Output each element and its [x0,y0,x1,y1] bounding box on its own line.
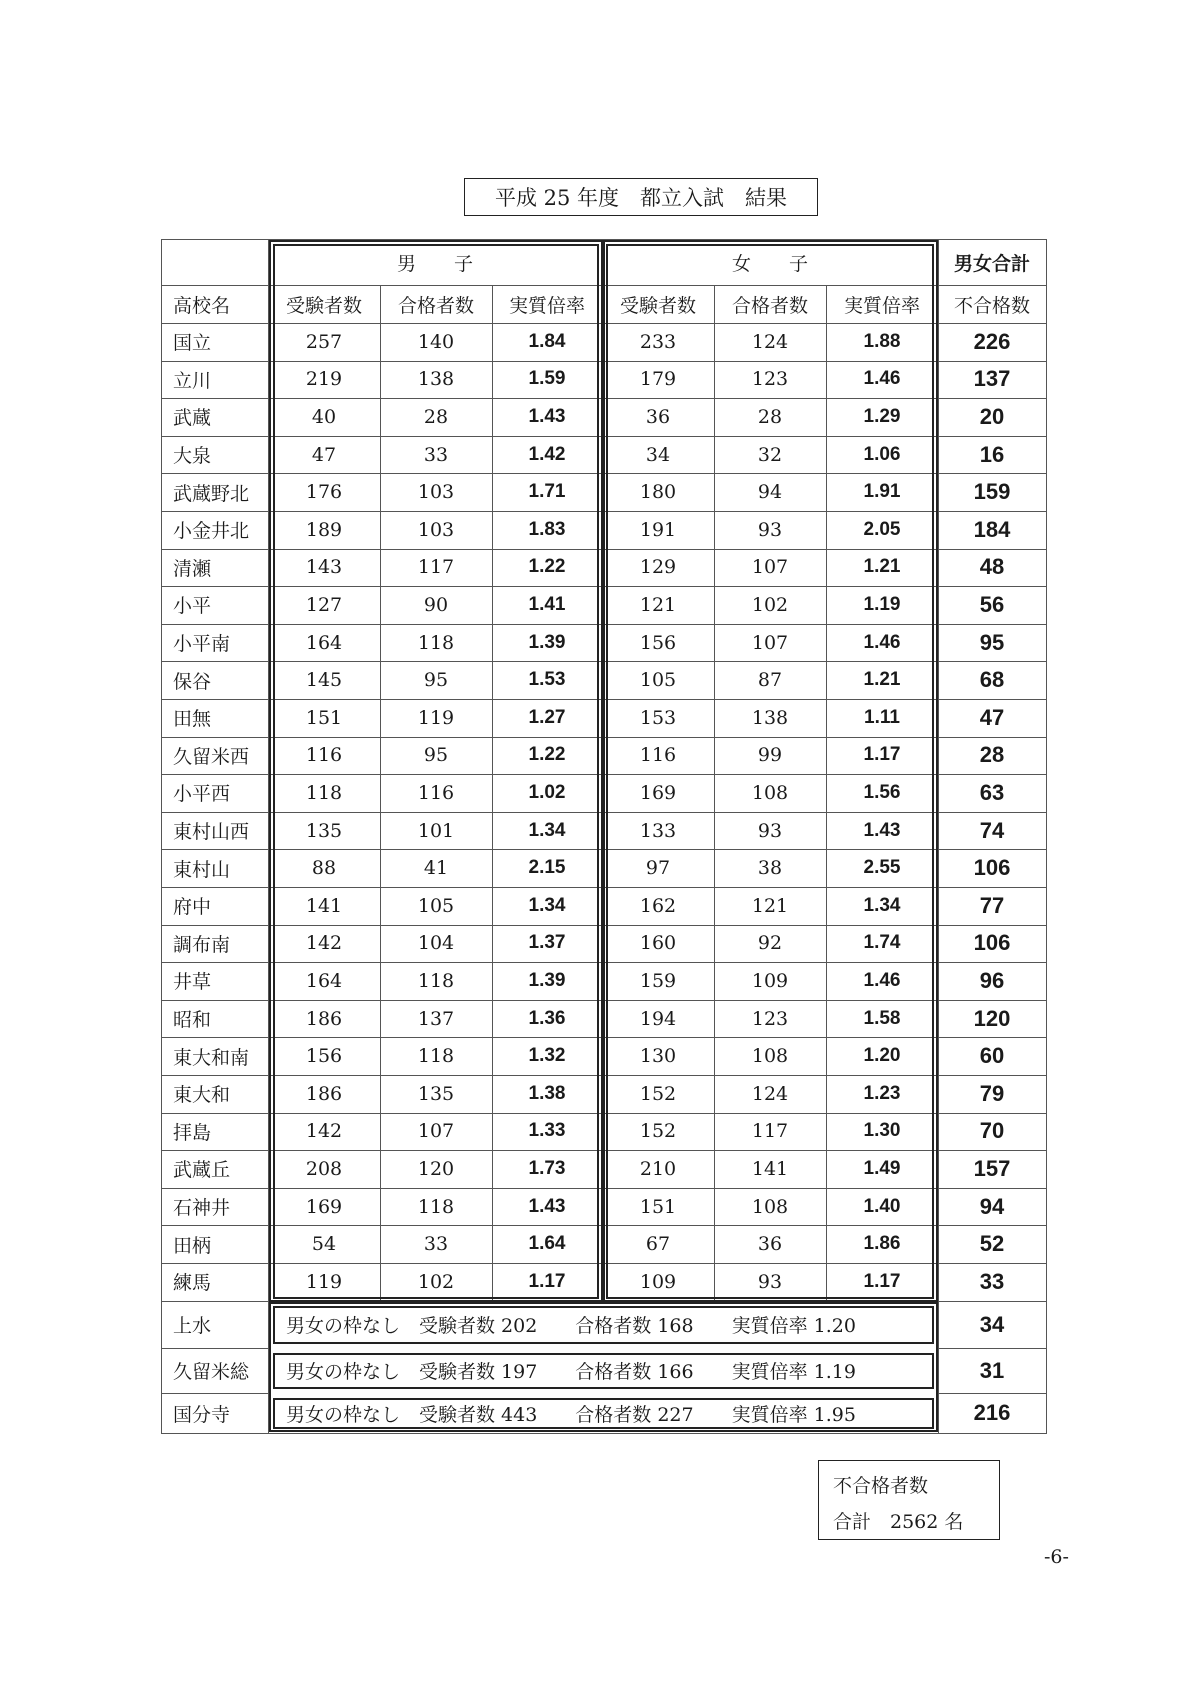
table-cell-g-ratio: 1.20 [863,1045,901,1067]
table-cell-b-apps: 88 [311,857,337,880]
table-cell-g-apps: 180 [639,481,677,504]
table-cell-b-apps: 151 [305,706,343,729]
table-cell-b-pass: 140 [417,330,455,353]
table-cell-g-apps: 97 [645,857,671,880]
table-cell-g-pass: 93 [757,1270,783,1293]
table-cell-g-pass: 93 [757,819,783,842]
table-cell-g-pass: 107 [751,556,789,579]
fail-count: 106 [973,855,1011,881]
table-cell-b-ratio: 1.37 [528,932,566,954]
boys-col-header: 合格者数 [397,294,474,317]
table-cell-b-ratio: 1.42 [528,443,566,465]
table-cell-g-apps: 116 [639,744,677,767]
school-col-header: 高校名 [173,294,231,317]
table-cell-b-apps: 127 [305,593,343,616]
table-cell-b-apps: 116 [305,744,343,767]
table-cell-b-pass: 118 [417,631,455,654]
table-cell-g-ratio: 1.17 [863,1270,901,1292]
table-cell-g-pass: 141 [751,1157,789,1180]
total-header: 男女合計 [953,253,1030,275]
fail-count: 34 [979,1311,1005,1337]
table-cell-b-pass: 120 [417,1157,455,1180]
table-cell-g-apps: 36 [645,405,671,428]
table-cell-b-pass: 95 [423,669,449,692]
table-cell-g-pass: 124 [751,330,789,353]
fail-count: 70 [979,1118,1005,1144]
school-name: 武蔵 [173,407,212,430]
table-cell-b-pass: 105 [417,894,455,917]
school-name: 国分寺 [173,1403,231,1426]
fail-count: 159 [973,479,1011,505]
table-cell-b-pass: 103 [417,481,455,504]
table-cell-b-ratio: 1.02 [528,781,566,803]
total-fail-note [818,1460,1000,1540]
girls-col-header: 受験者数 [619,294,696,317]
page-number: -6- [1044,1546,1069,1568]
table-cell-g-ratio: 1.34 [863,894,901,916]
table-cell-g-pass: 102 [751,593,789,616]
fail-col-header: 不合格数 [953,294,1030,317]
school-name: 保谷 [173,670,212,693]
table-cell-b-ratio: 1.64 [528,1233,566,1255]
table-cell-b-apps: 119 [305,1270,343,1293]
table-cell-g-apps: 169 [639,781,677,804]
table-cell-g-pass: 107 [751,631,789,654]
school-name: 武蔵丘 [173,1159,231,1182]
table-cell-g-apps: 233 [639,330,677,353]
table-cell-g-pass: 124 [751,1082,789,1105]
school-name: 立川 [173,369,212,392]
grid-line [161,1433,1046,1434]
fail-count: 47 [979,704,1005,730]
table-cell-g-apps: 210 [639,1157,677,1180]
boys-col-header: 実質倍率 [508,294,585,317]
boys-header: 男 子 [396,252,473,275]
school-name: 小金井北 [173,520,250,543]
table-cell-b-pass: 103 [417,518,455,541]
table-cell-g-apps: 151 [639,1195,677,1218]
table-cell-g-pass: 123 [751,368,789,391]
table-cell-g-pass: 36 [757,1233,783,1256]
table-cell-b-apps: 186 [305,1007,343,1030]
school-name: 小平南 [173,633,231,656]
table-cell-b-pass: 28 [423,405,449,428]
table-cell-g-pass: 94 [757,481,783,504]
table-cell-b-apps: 145 [305,669,343,692]
total-fail-value: 合計 2562 名 [833,1511,964,1533]
table-cell-b-apps: 169 [305,1195,343,1218]
girls-col-header: 実質倍率 [843,294,920,317]
table-cell-g-ratio: 1.58 [863,1007,901,1029]
table-cell-g-apps: 105 [639,669,677,692]
table-cell-g-ratio: 1.43 [863,819,901,841]
table-cell-g-apps: 67 [645,1233,671,1256]
fail-count: 63 [979,779,1005,805]
school-name: 東大和 [173,1084,231,1107]
table-cell-b-ratio: 1.33 [528,1120,566,1142]
school-name: 石神井 [173,1197,231,1220]
fail-count: 16 [979,441,1005,467]
school-name: 井草 [173,971,212,994]
table-cell-g-pass: 109 [751,969,789,992]
fail-count: 96 [979,967,1005,993]
table-cell-g-pass: 99 [757,744,783,767]
table-cell-b-apps: 219 [305,368,343,391]
table-cell-b-ratio: 1.38 [528,1082,566,1104]
table-cell-b-apps: 176 [305,481,343,504]
table-cell-b-apps: 186 [305,1082,343,1105]
combined-summary: 男女の枠なし 受験者数 202 合格者数 168 実質倍率 1.20 [286,1315,856,1337]
table-cell-b-pass: 95 [423,744,449,767]
fail-count: 60 [979,1043,1005,1069]
table-cell-g-ratio: 1.46 [863,631,901,653]
table-cell-g-apps: 159 [639,969,677,992]
table-cell-g-pass: 123 [751,1007,789,1030]
table-cell-g-apps: 160 [639,932,677,955]
table-cell-g-apps: 179 [639,368,677,391]
table-cell-g-ratio: 1.91 [863,481,901,503]
table-cell-g-apps: 194 [639,1007,677,1030]
fail-count: 56 [979,591,1005,617]
table-cell-g-ratio: 1.40 [863,1195,901,1217]
total-fail-label: 不合格者数 [833,1475,929,1497]
school-name: 東村山 [173,858,231,881]
fail-count: 31 [979,1357,1005,1383]
school-name: 東村山西 [173,821,250,844]
school-name: 練馬 [173,1272,212,1295]
table-cell-b-ratio: 1.32 [528,1045,566,1067]
school-name: 東大和南 [173,1046,250,1069]
table-cell-b-ratio: 1.59 [528,368,566,390]
table-cell-g-ratio: 1.06 [863,443,901,465]
table-cell-b-apps: 164 [305,631,343,654]
table-cell-g-pass: 138 [751,706,789,729]
table-cell-b-ratio: 1.84 [528,330,566,352]
table-cell-b-pass: 107 [417,1120,455,1143]
table-cell-b-apps: 54 [311,1233,337,1256]
fail-count: 226 [973,328,1011,354]
table-cell-g-apps: 152 [639,1082,677,1105]
table-cell-b-ratio: 1.39 [528,631,566,653]
table-cell-g-ratio: 1.74 [863,932,901,954]
table-cell-g-pass: 108 [751,1045,789,1068]
table-cell-b-ratio: 1.41 [528,593,566,615]
school-name: 大泉 [173,445,212,468]
table-cell-g-ratio: 1.49 [863,1157,901,1179]
table-cell-b-ratio: 1.53 [528,669,566,691]
table-cell-b-pass: 118 [417,969,455,992]
table-cell-b-ratio: 1.39 [528,969,566,991]
table-cell-b-apps: 189 [305,518,343,541]
table-cell-g-ratio: 1.19 [863,593,901,615]
table-cell-b-pass: 118 [417,1195,455,1218]
table-cell-b-apps: 40 [311,405,337,428]
table-cell-g-apps: 156 [639,631,677,654]
table-cell-b-pass: 102 [417,1270,455,1293]
table-cell-b-pass: 137 [417,1007,455,1030]
table-cell-g-apps: 129 [639,556,677,579]
school-name: 武蔵野北 [173,482,250,505]
table-cell-g-pass: 38 [757,857,783,880]
table-cell-b-ratio: 1.27 [528,706,566,728]
table-cell-g-apps: 121 [639,593,677,616]
table-cell-b-pass: 33 [423,443,449,466]
table-cell-b-ratio: 1.43 [528,1195,566,1217]
table-cell-g-ratio: 1.56 [863,781,901,803]
table-cell-g-apps: 133 [639,819,677,842]
fail-count: 94 [979,1193,1005,1219]
table-cell-b-ratio: 1.83 [528,518,566,540]
school-name: 拝島 [173,1121,212,1144]
table-cell-b-ratio: 2.15 [528,857,566,879]
table-cell-g-pass: 108 [751,1195,789,1218]
girls-header: 女 子 [731,252,808,275]
table-cell-g-apps: 153 [639,706,677,729]
school-name: 昭和 [173,1009,212,1032]
school-name: 府中 [173,896,212,919]
fail-count: 95 [979,629,1005,655]
table-cell-g-pass: 28 [757,405,783,428]
table-cell-g-ratio: 1.21 [863,669,901,691]
school-name: 調布南 [173,933,231,956]
school-name: 久留米総 [173,1361,250,1383]
school-name: 久留米西 [173,745,250,768]
table-cell-b-pass: 135 [417,1082,455,1105]
table-cell-b-apps: 135 [305,819,343,842]
table-cell-g-ratio: 1.30 [863,1120,901,1142]
table-cell-g-pass: 93 [757,518,783,541]
table-cell-g-ratio: 1.46 [863,969,901,991]
table-cell-g-ratio: 1.21 [863,556,901,578]
fail-count: 120 [973,1005,1011,1031]
table-cell-g-pass: 32 [757,443,783,466]
table-cell-b-ratio: 1.22 [528,744,566,766]
school-name: 上水 [173,1315,212,1337]
table-cell-b-apps: 164 [305,969,343,992]
grid-line [1046,239,1047,1434]
table-cell-g-ratio: 1.11 [864,706,900,728]
table-cell-b-apps: 156 [305,1045,343,1068]
table-cell-b-ratio: 1.22 [528,556,566,578]
page-title: 平成 25 年度 都立入試 結果 [464,178,818,216]
school-name: 小平西 [173,783,231,806]
table-cell-g-pass: 117 [751,1120,789,1143]
table-cell-b-ratio: 1.71 [528,481,566,503]
table-cell-g-ratio: 2.55 [863,857,901,879]
fail-count: 48 [979,554,1005,580]
table-cell-g-apps: 130 [639,1045,677,1068]
fail-count: 20 [979,403,1005,429]
table-cell-b-pass: 33 [423,1233,449,1256]
fail-count: 157 [973,1155,1011,1181]
table-cell-g-apps: 34 [645,443,671,466]
table-cell-g-ratio: 1.23 [863,1082,901,1104]
table-cell-b-ratio: 1.34 [528,819,566,841]
fail-count: 216 [973,1400,1011,1425]
school-name: 田柄 [173,1234,212,1257]
table-cell-b-apps: 143 [305,556,343,579]
boys-col-header: 受験者数 [285,294,362,317]
table-cell-b-pass: 41 [423,857,449,880]
fail-count: 184 [973,516,1011,542]
table-cell-b-apps: 208 [305,1157,343,1180]
fail-count: 68 [979,667,1005,693]
table-cell-b-apps: 142 [305,932,343,955]
table-cell-g-apps: 152 [639,1120,677,1143]
table-cell-g-ratio: 1.17 [863,744,901,766]
table-cell-g-pass: 92 [757,932,783,955]
table-cell-g-pass: 87 [757,669,783,692]
school-name: 国立 [173,332,212,355]
combined-summary: 男女の枠なし 受験者数 197 合格者数 166 実質倍率 1.19 [286,1361,856,1383]
table-cell-g-apps: 109 [639,1270,677,1293]
table-cell-b-pass: 119 [417,706,455,729]
school-name: 小平 [173,595,212,618]
table-cell-g-apps: 191 [639,518,677,541]
table-cell-g-ratio: 1.88 [863,330,901,352]
school-name: 田無 [173,708,212,731]
table-cell-g-ratio: 1.46 [863,368,901,390]
table-cell-b-ratio: 1.36 [528,1007,566,1029]
table-cell-b-pass: 101 [417,819,455,842]
fail-count: 52 [979,1231,1005,1257]
girls-col-header: 合格者数 [731,294,808,317]
fail-count: 77 [979,892,1005,918]
table-cell-b-apps: 142 [305,1120,343,1143]
table-cell-g-ratio: 2.05 [863,518,901,540]
table-cell-g-ratio: 1.86 [863,1233,901,1255]
fail-count: 28 [979,742,1005,768]
table-cell-b-pass: 116 [417,781,455,804]
table-cell-g-pass: 121 [751,894,789,917]
table-cell-b-pass: 104 [417,932,455,955]
table-cell-b-pass: 90 [423,593,449,616]
table-cell-b-ratio: 1.73 [528,1157,566,1179]
table-cell-g-ratio: 1.29 [863,405,901,427]
combined-summary: 男女の枠なし 受験者数 443 合格者数 227 実質倍率 1.95 [286,1403,856,1426]
fail-count: 137 [973,366,1011,392]
table-cell-b-ratio: 1.17 [528,1270,566,1292]
table-cell-g-apps: 162 [639,894,677,917]
table-cell-b-apps: 257 [305,330,343,353]
fail-count: 106 [973,930,1011,956]
fail-count: 33 [979,1268,1005,1294]
fail-count: 74 [979,817,1005,843]
table-cell-b-pass: 138 [417,368,455,391]
table-cell-b-pass: 117 [417,556,455,579]
table-cell-b-apps: 47 [311,443,337,466]
school-name: 清瀬 [173,557,212,580]
table-cell-b-pass: 118 [417,1045,455,1068]
table-cell-b-apps: 118 [305,781,343,804]
table-cell-b-ratio: 1.34 [528,894,566,916]
table-cell-b-ratio: 1.43 [528,405,566,427]
table-cell-g-pass: 108 [751,781,789,804]
fail-count: 79 [979,1080,1005,1106]
table-cell-b-apps: 141 [305,894,343,917]
